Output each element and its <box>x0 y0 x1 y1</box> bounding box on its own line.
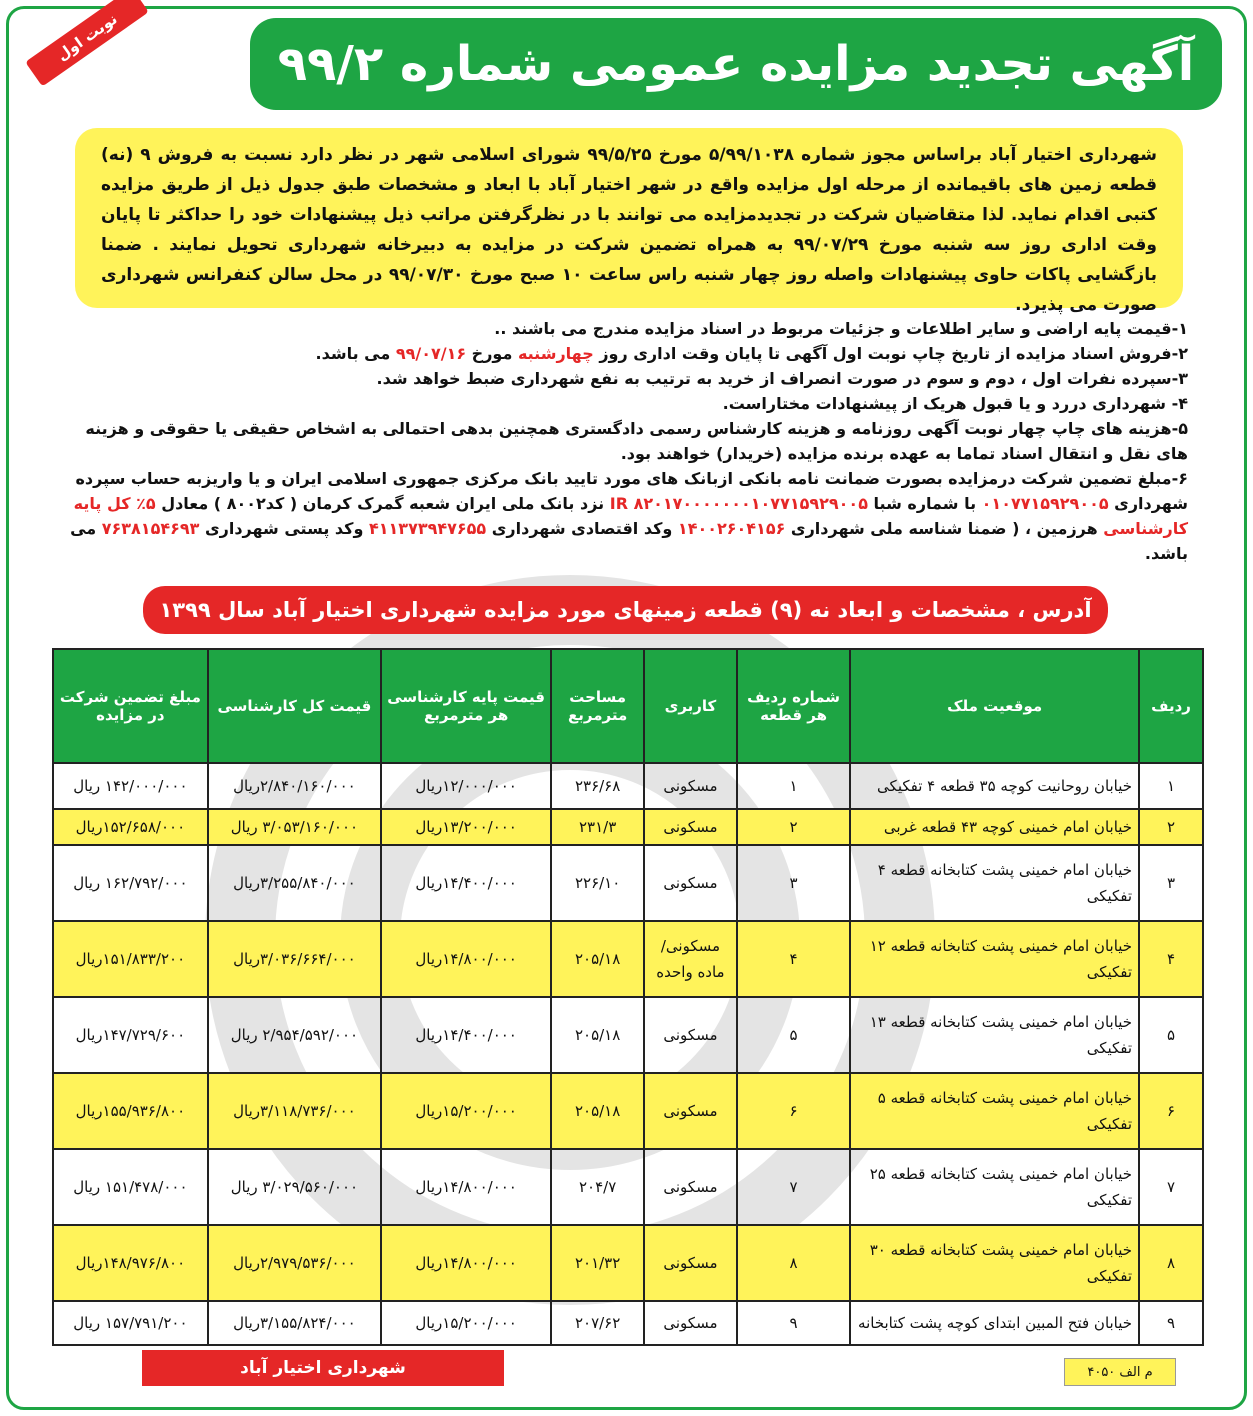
sheba-number: IR ۸۲۰۱۷۰۰۰۰۰۰۰۱۰۷۷۱۵۹۲۹۰۰۵ <box>609 494 868 513</box>
economic-code: ۴۱۱۳۷۳۹۴۷۶۵۵ <box>369 519 487 538</box>
account-number: ۰۱۰۷۷۱۵۹۲۹۰۰۵ <box>981 494 1109 513</box>
first-round-ribbon: نوبت اول <box>25 0 149 87</box>
table-row: ۵ خیابان امام خمینی پشت کتابخانه قطعه ۱۳ تفکیکی ۵ مسکونی ۲۰۵/۱۸ ۱۴/۴۰۰/۰۰۰ریال ۲/۹۵۴/۵۹۲/۰۰۰ ریال ۱۴۷/۷۲۹/۶۰۰ریال <box>53 997 1203 1073</box>
condition-4: ۴- شهرداری دررد و یا قبول هریک از پیشنهادات مختاراست. <box>722 394 1188 413</box>
condition-5: ۵-هزینه های چاپ چهار نوبت آگهی روزنامه و هزینه کارشناس رسمی دادگستری همچنین بدهی احتمالی به اشخاص حقیقی یا حقوقی و هزینه های نقل و انتقال اسناد تماما به عهده برنده مزایده (خریدار) خواهند بود. <box>85 419 1188 463</box>
header-usage: کاربری <box>644 649 737 763</box>
table-row: ۹ خیابان فتح المبین ابتدای کوچه پشت کتابخانه ۹ مسکونی ۲۰۷/۶۲ ۱۵/۲۰۰/۰۰۰ریال ۳/۱۵۵/۸۲۴/۰۰۰ریال ۱۵۷/۷۹۱/۲۰۰ ریال <box>53 1301 1203 1345</box>
table-row: ۳ خیابان امام خمینی پشت کتابخانه قطعه ۴ تفکیکی ۳ مسکونی ۲۲۶/۱۰ ۱۴/۴۰۰/۰۰۰ریال ۳/۲۵۵/۸۴۰/۰۰۰ریال ۱۶۲/۷۹۲/۰۰۰ ریال <box>53 845 1203 921</box>
header-area: مساحت مترمربع <box>551 649 644 763</box>
table-row: ۸ خیابان امام خمینی پشت کتابخانه قطعه ۳۰ تفکیکی ۸ مسکونی ۲۰۱/۳۲ ۱۴/۸۰۰/۰۰۰ریال ۲/۹۷۹/۵۳۶/۰۰۰ریال ۱۴۸/۹۷۶/۸۰۰ریال <box>53 1225 1203 1301</box>
header-plot-number: شماره ردیف هر قطعه <box>737 649 850 763</box>
national-id: ۱۴۰۰۲۶۰۴۱۵۶ <box>677 519 786 538</box>
condition-6: ۶-مبلغ تضمین شرکت درمزایده بصورت ضمانت نامه بانکی ازبانک های مورد تایید بانک مرکزی جمهوری اسلامی ایران و یا واریزبه حساب سپرده شهرداری ۰۱۰۷۷۱۵۹۲۹۰۰۵ با شماره شبا IR ۸۲۰۱۷۰۰۰۰۰۰۰۱۰۷۷۱۵۹۲۹۰۰۵ نزد بانک ملی ایران شعبه گمرک کرمان ( کد۸۰۰۲ ) معادل ۵٪ کل پایه کارشناسی هرزمین ، ( ضمنا شناسه ملی شهرداری ۱۴۰۰۲۶۰۴۱۵۶ وکد اقتصادی شهرداری ۴۱۱۳۷۳۹۴۷۶۵۵ وکد پستی شهرداری ۷۶۳۸۱۵۴۶۹۳ می باشد. <box>70 469 1188 563</box>
header-total-price: قیمت کل کارشناسی <box>208 649 381 763</box>
page-title: آگهی تجدید مزایده عمومی شماره ۹۹/۲ <box>250 18 1222 110</box>
table-row: ۲ خیابان امام خمینی کوچه ۴۳ قطعه غربی ۲ مسکونی ۲۳۱/۳ ۱۳/۲۰۰/۰۰۰ریال ۳/۰۵۳/۱۶۰/۰۰۰ ریال ۱۵۲/۶۵۸/۰۰۰ریال <box>53 809 1203 845</box>
table-row: ۱ خیابان روحانیت کوچه ۳۵ قطعه ۴ تفکیکی ۱ مسکونی ۲۳۶/۶۸ ۱۲/۰۰۰/۰۰۰ریال ۲/۸۴۰/۱۶۰/۰۰۰ریال ۱۴۲/۰۰۰/۰۰۰ ریال <box>53 763 1203 809</box>
properties-table <box>52 648 1204 1346</box>
postal-code: ۷۶۳۸۱۵۴۶۹۳ <box>101 519 200 538</box>
condition-1: ۱-قیمت پایه اراضی و سایر اطلاعات و جزئیات مربوط در اسناد مزایده مندرج می باشند .. <box>494 319 1188 338</box>
header-deposit: مبلغ تضمین شرکت در مزایده <box>53 649 208 763</box>
table-row: ۷ خیابان امام خمینی پشت کتابخانه قطعه ۲۵ تفکیکی ۷ مسکونی ۲۰۴/۷ ۱۴/۸۰۰/۰۰۰ریال ۳/۰۲۹/۵۶۰/۰۰۰ ریال ۱۵۱/۴۷۸/۰۰۰ ریال <box>53 1149 1203 1225</box>
header-row-number: ردیف <box>1139 649 1203 763</box>
header-location: موقعیت ملک <box>850 649 1139 763</box>
table-title: آدرس ، مشخصات و ابعاد نه (۹) قطعه زمینهای مورد مزایده شهرداری اختیار آباد سال ۱۳۹۹ <box>143 586 1108 634</box>
condition-2: ۲-فروش اسناد مزایده از تاریخ چاپ نوبت اول آگهی تا پایان وقت اداری روز چهارشنبه مورخ ۹۹/۰۷/۱۶ می باشد. <box>315 344 1188 363</box>
municipality-signature: شهرداری اختیار آباد <box>142 1350 504 1386</box>
conditions-list <box>60 316 1188 566</box>
table-row: ۶ خیابان امام خمینی پشت کتابخانه قطعه ۵ تفکیکی ۶ مسکونی ۲۰۵/۱۸ ۱۵/۲۰۰/۰۰۰ریال ۳/۱۱۸/۷۳۶/۰۰۰ریال ۱۵۵/۹۳۶/۸۰۰ریال <box>53 1073 1203 1149</box>
intro-paragraph: شهرداری اختیار آباد براساس مجوز شماره ۵/۹۹/۱۰۳۸ مورخ ۹۹/۵/۲۵ شورای اسلامی شهر در نظر دارد نسبت به فروش ۹ (نه) قطعه زمین های باقیمانده از مرحله اول مزایده واقع در شهر اختیار آباد با ابعاد و مشخصات طبق جدول ذیل از طریق مزایده کتبی اقدام نماید. لذا متقاضیان شرکت در تجدیدمزایده می توانند با در نظرگرفتن مراتب ذیل پیشنهادات خود را حداکثر تا پایان وقت اداری روز سه شنبه مورخ ۹۹/۰۷/۲۹ به همراه تضمین شرکت در مزایده به دبیرخانه شهرداری تحویل نمایند . ضمنا بازگشایی پاکات حاوی پیشنهادات واصله روز چهار شنبه راس ساعت ۱۰ صبح مورخ ۹۹/۰۷/۳۰ در محل سالن کنفرانس شهرداری صورت می پذیرد. <box>75 128 1183 308</box>
header-base-price: قیمت پایه کارشناسی هر مترمربع <box>381 649 551 763</box>
notice-code: م الف ۴۰۵۰ <box>1064 1358 1176 1386</box>
table-row: ۴ خیابان امام خمینی پشت کتابخانه قطعه ۱۲ تفکیکی ۴ مسکونی/ ماده واحده ۲۰۵/۱۸ ۱۴/۸۰۰/۰۰۰ریال ۳/۰۳۶/۶۶۴/۰۰۰ریال ۱۵۱/۸۳۳/۲۰۰ریال <box>53 921 1203 997</box>
table-header-row <box>53 649 1203 763</box>
condition-3: ۳-سپرده نفرات اول ، دوم و سوم در صورت انصراف از خرید به ترتیب به نفع شهرداری ضبط خواهد شد. <box>376 369 1188 388</box>
